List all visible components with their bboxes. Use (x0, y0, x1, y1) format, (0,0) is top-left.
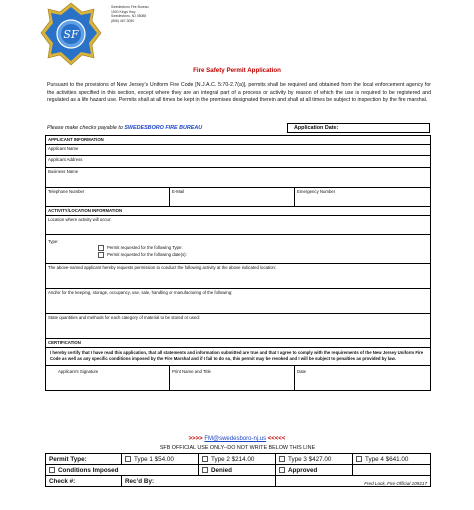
type3-label: Type 3 $427.00 (288, 455, 332, 463)
fire-official-signature: Fred Lock, Fire Official 109217 (276, 476, 431, 487)
conditions-checkbox[interactable] (49, 467, 55, 473)
denied-label: Denied (211, 466, 232, 474)
conditions-option (46, 465, 199, 476)
denied-checkbox[interactable] (202, 467, 208, 473)
telephone-field[interactable]: Telephone Number (46, 188, 170, 207)
material-quantities-field[interactable]: State quantities and methods for each category of material to be stored or used: (46, 314, 431, 339)
applicant-signature-field[interactable]: Applicant’s Signature (46, 365, 170, 390)
address-line: Swedesboro, NJ 08085 (111, 14, 147, 19)
type4-option (353, 454, 431, 465)
official-use-notice: SFB OFFICIAL USE ONLY--DO NOT WRITE BELOW THIS LINE (159, 445, 316, 451)
fire-bureau-logo (40, 2, 102, 66)
denied-option (199, 465, 276, 476)
approved-checkbox[interactable] (279, 467, 285, 473)
activity-request-field[interactable]: The above-named applicant hereby requests permission to conduct the following activity at the above indicated location: (46, 264, 431, 289)
office-use-table (45, 453, 431, 487)
conditions-label: Conditions Imposed (58, 466, 119, 474)
email-field[interactable]: E-Mail (170, 188, 295, 207)
received-by-field[interactable]: Rec’d By: (122, 476, 276, 487)
date-checkbox[interactable] (98, 252, 104, 258)
check-number-field[interactable]: Check #: (46, 476, 122, 487)
office-blank-cell (353, 465, 431, 476)
type1-option (122, 454, 199, 465)
activity-section-heading: ACTIVITY/LOCATION INFORMATION (46, 207, 431, 216)
type1-checkbox[interactable] (125, 456, 131, 462)
date-option-label: Permit requested for the following date(s): (107, 252, 187, 258)
application-form (45, 135, 431, 391)
type-label: Type: (48, 239, 59, 244)
bureau-address (111, 5, 149, 23)
payment-prefix: Please make checks payable to (47, 125, 123, 131)
address-line: Swedesboro Fire Bureau (111, 5, 149, 9)
type-option-label: Permit requested for the following Type: (107, 245, 183, 251)
applicant-address-field[interactable]: Applicant Address (46, 156, 431, 168)
print-name-title-field[interactable]: Print Name and Title (170, 365, 295, 390)
contact-email-link[interactable]: FM@swedesboro-nj.us (204, 436, 267, 442)
materials-use-field[interactable]: And/or for the keeping, storage, occupancy, use, sale, handling or manufacturing of the following: (46, 289, 431, 314)
business-name-field[interactable]: Business Name (46, 168, 431, 188)
applicant-section-heading: APPLICANT INFORMATION (46, 136, 431, 145)
page-title: Fire Safety Permit Application (193, 67, 281, 74)
address-line: 1500 Kings Hwy (111, 9, 136, 14)
location-field[interactable]: Location where activity will occur: (46, 216, 431, 235)
date-option-row (98, 252, 428, 258)
approved-option (276, 465, 353, 476)
type1-label: Type 1 $54.00 (134, 455, 174, 463)
type2-option (199, 454, 276, 465)
certification-date-field[interactable]: Date (295, 365, 431, 390)
logo-monogram: SF (63, 28, 79, 41)
certification-section-heading: CERTIFICATION (46, 339, 431, 348)
email-arrows-right: <<<<< (267, 436, 286, 442)
type2-label: Type 2 $214.00 (211, 455, 255, 463)
approved-label: Approved (288, 466, 318, 474)
type4-checkbox[interactable] (356, 456, 362, 462)
type-field (46, 235, 431, 264)
type-option-row (98, 245, 428, 251)
application-date-field[interactable]: Application Date: (287, 123, 430, 133)
type4-label: Type 4 $641.00 (365, 455, 409, 463)
permit-type-label: Permit Type: (46, 454, 122, 465)
certification-statement: I hereby certify that I have read this application, that all statements and information submitted are true and that I agree to comply with the requirements of the New Jersey Uniform Fire Code as well as any specific conditions imposed by the Fire Marshal and if I fail to do so, this permit may be revoked and I will be subject to penalties as provided by law. (46, 348, 431, 366)
type-checkbox[interactable] (98, 245, 104, 251)
address-line: (856) 467-3050 (111, 18, 135, 23)
applicant-name-field[interactable]: Applicant Name (46, 145, 431, 156)
contact-email-line (0, 436, 474, 442)
payee-name: SWEDESBORO FIRE BUREAU (124, 125, 203, 131)
email-arrows-left: >>>> (188, 436, 203, 442)
type3-checkbox[interactable] (279, 456, 285, 462)
payment-note (45, 123, 430, 133)
type3-option (276, 454, 353, 465)
intro-paragraph: Pursuant to the provisions of New Jersey’s Uniform Fire Code [N.J.A.C. 5:70-2.7(a)], permits shall be required and obtained from the local enforcement agency for the activities specified in this section, except where they are an integral part of a process or activity by reason of which the use is required to be registered and regulated as a life hazard use. Permits shall at all times be kept in the premises designated therein and shall at all times be subject to inspection by the fire marshal. (47, 82, 431, 104)
type2-checkbox[interactable] (202, 456, 208, 462)
emergency-number-field[interactable]: Emergency Number (295, 188, 431, 207)
